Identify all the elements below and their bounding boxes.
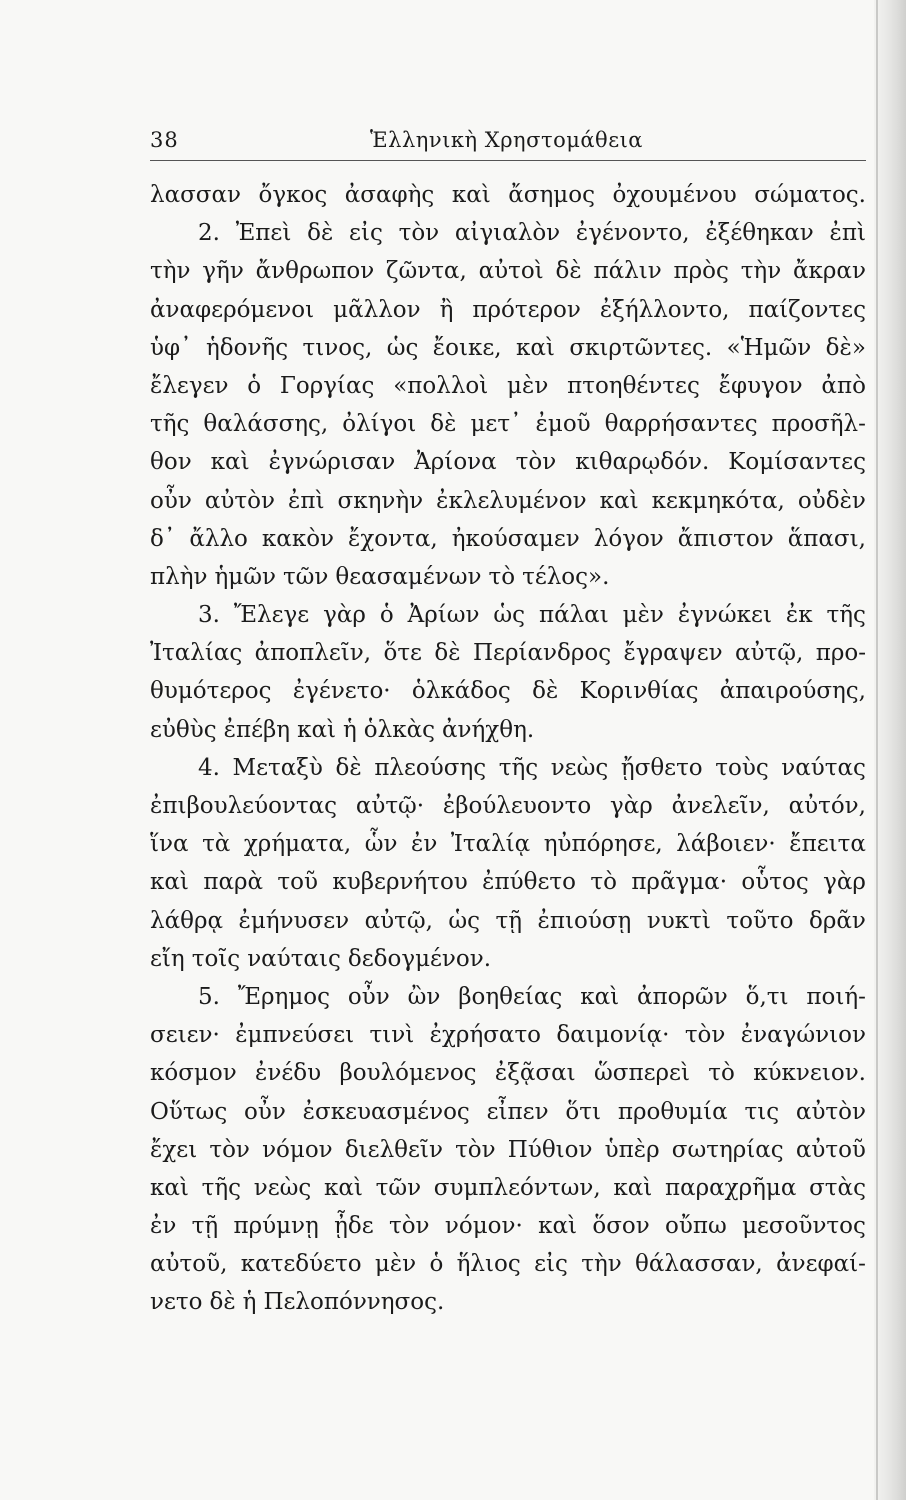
- text-line: 4. Μεταξὺ δὲ πλεούσης τῆς νεὼς ᾔσθετο τοὺς ναύτας: [198, 754, 866, 781]
- text-line: 3. Ἔλεγε γὰρ ὁ Ἀρίων ὡς πάλαι μὲν ἐγνώκει ἐκ τῆς: [198, 602, 866, 629]
- page-binding-edge: [874, 0, 906, 1500]
- text-line: ἔλεγεν ὁ Γοργίας «πολλοὶ μὲν πτοηθέντες ἔφυγον ἀπὸ: [150, 372, 866, 399]
- text-line: Οὕτως οὖν ἐσκευασμένος εἶπεν ὅτι προθυμία τις αὐτὸν: [150, 1098, 866, 1125]
- text-line: πλὴν ἡμῶν τῶν θεασαμένων τὸ τέλος».: [150, 563, 610, 590]
- text-line: 5. Ἔρημος οὖν ὢν βοηθείας καὶ ἀπορῶν ὅ,τι ποιή-: [198, 983, 866, 1010]
- text-line: ἐπιβουλεύοντας αὐτῷ· ἐβούλευοντο γὰρ ἀνελεῖν, αὐτόν,: [150, 793, 866, 819]
- text-line: λασσαν ὄγκος ἀσαφὴς καὶ ἄσημος ὀχουμένου σώματος.: [150, 182, 866, 208]
- body-text: [150, 176, 866, 1322]
- text-line: θον καὶ ἐγνώρισαν Ἀρίονα τὸν κιθαρῳδόν. Κομίσαντες: [150, 449, 866, 476]
- text-line: σειεν· ἐμπνεύσει τινὶ ἐχρήσατο δαιμονίᾳ· τὸν ἐναγώνιον: [150, 1022, 866, 1049]
- text-line: ἵνα τὰ χρήματα, ὧν ἐν Ἰταλίᾳ ηὐπόρησε, λάβοιεν· ἔπειτα: [150, 831, 866, 858]
- text-line: θυμότερος ἐγένετο· ὁλκάδος δὲ Κορινθίας ἀπαιρούσης,: [150, 678, 866, 705]
- text-line: αὐτοῦ, κατεδύετο μὲν ὁ ἥλιος εἰς τὴν θάλασσαν, ἀνεφαί-: [150, 1251, 866, 1278]
- text-line: λάθρᾳ ἐμήνυσεν αὐτῷ, ὡς τῇ ἐπιούσῃ νυκτὶ τοῦτο δρᾶν: [150, 907, 866, 934]
- page-binding-line: [876, 0, 878, 1500]
- text-line: τῆς θαλάσσης, ὀλίγοι δὲ μετ᾿ ἐμοῦ θαρρήσαντες προσῆλ-: [150, 411, 866, 438]
- text-line: νετο δὲ ἡ Πελοπόννησος.: [150, 1289, 445, 1316]
- text-line: ἔχει τὸν νόμον διελθεῖν τὸν Πύθιον ὑπὲρ σωτηρίας αὐτοῦ: [150, 1136, 866, 1163]
- text-line: κόσμον ἐνέδυ βουλόμενος ἐξᾷσαι ὥσπερεὶ τὸ κύκνειον.: [150, 1060, 866, 1087]
- text-line: καὶ τῆς νεὼς καὶ τῶν συμπλεόντων, καὶ παραχρῆμα στὰς: [150, 1174, 866, 1201]
- text-line: τὴν γῆν ἄνθρωπον ζῶντα, αὐτοὶ δὲ πάλιν πρὸς τὴν ἄκραν: [150, 258, 866, 285]
- text-line: εἴη τοῖς ναύταις δεδογμένον.: [150, 945, 492, 972]
- text-line: Ἰταλίας ἀποπλεῖν, ὅτε δὲ Περίανδρος ἔγραψεν αὐτῷ, προ-: [150, 640, 866, 667]
- text-line: ἐν τῇ πρύμνῃ ᾖδε τὸν νόμον· καὶ ὅσον οὔπω μεσοῦντος: [150, 1213, 866, 1240]
- text-line: δ᾿ ἄλλο κακὸν ἔχοντα, ἠκούσαμεν λόγον ἄπιστον ἅπασι,: [150, 525, 866, 552]
- text-line: 2. Ἐπεὶ δὲ εἰς τὸν αἰγιαλὸν ἐγένοντο, ἐξέθηκαν ἐπὶ: [198, 220, 866, 247]
- text-line: εὐθὺς ἐπέβη καὶ ἡ ὁλκὰς ἀνήχθη.: [150, 716, 535, 743]
- text-line: ὑφ᾿ ἡδονῆς τινος, ὡς ἔοικε, καὶ σκιρτῶντες. «Ἡμῶν δὲ»: [150, 334, 866, 361]
- page-header: [150, 128, 866, 158]
- text-line: καὶ παρὰ τοῦ κυβερνήτου ἐπύθετο τὸ πρᾶγμα· οὗτος γὰρ: [150, 869, 866, 896]
- running-title: Ἑλληνικὴ Χρηστομάθεια: [370, 128, 643, 152]
- header-rule: [150, 160, 866, 161]
- text-line: οὖν αὐτὸν ἐπὶ σκηνὴν ἐκλελυμένον καὶ κεκμηκότα, οὐδὲν: [150, 487, 866, 514]
- text-line: ἀναφερόμενοι μᾶλλον ἢ πρότερον ἐξήλλοντο, παίζοντες: [150, 296, 866, 323]
- page-number: 38: [150, 128, 179, 152]
